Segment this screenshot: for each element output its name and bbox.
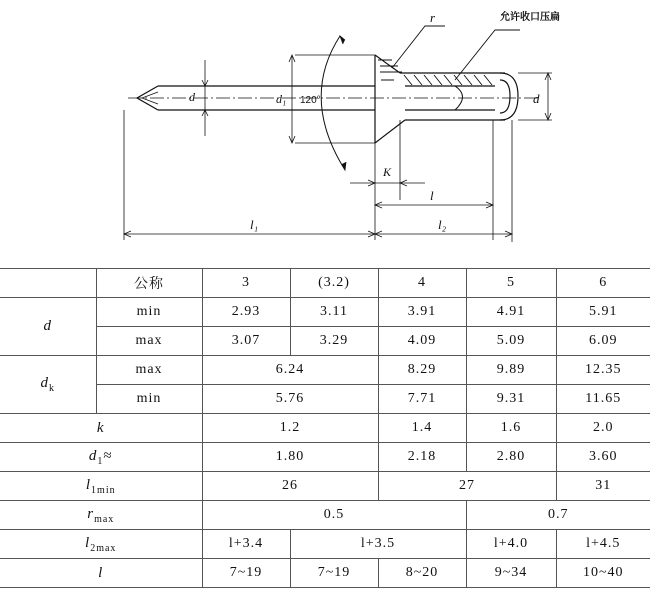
label-l: l xyxy=(430,188,434,203)
table-row: $r_{max}$ 0.5 0.7 xyxy=(0,501,650,530)
label-d-small: d xyxy=(189,90,195,104)
label-l1: l₁ xyxy=(250,217,259,232)
table-row: min 5.76 7.71 9.31 11.65 xyxy=(0,385,650,414)
label-l2: l₂ xyxy=(438,217,447,232)
size-cell: 3 xyxy=(202,269,290,298)
symbol-l1min: $l_{1min}$ xyxy=(0,472,202,501)
symbol-l2max: $l_{2max}$ xyxy=(0,530,202,559)
symbol-dk: $d_k$ xyxy=(0,356,96,414)
table-row: $d_k$ max 6.24 8.29 9.89 12.35 xyxy=(0,356,650,385)
label-note: 允许收口压扁 xyxy=(500,12,560,23)
table-row: l 7~19 7~19 8~20 9~34 10~40 xyxy=(0,559,650,588)
table-row: d min 2.93 3.11 3.91 4.91 5.91 xyxy=(0,298,650,327)
label-k: K xyxy=(383,165,392,179)
label-angle: 120° xyxy=(300,95,321,106)
rivet-head xyxy=(375,55,405,143)
symbol-l: l xyxy=(0,559,202,588)
label-r: r xyxy=(430,10,436,25)
table-row xyxy=(0,269,650,298)
table-row: k 1.2 1.4 1.6 2.0 xyxy=(0,414,650,443)
spec-table xyxy=(0,268,650,588)
table-row: $l_{2max}$ l+3.4 l+3.5 l+4.0 l+4.5 xyxy=(0,530,650,559)
table-row: $l_{1min}$ 26 27 31 xyxy=(0,472,650,501)
table-row: max 3.07 3.29 4.09 5.09 6.09 xyxy=(0,327,650,356)
symbol-k: k xyxy=(0,414,202,443)
symbol-d1: $d_1\approx$ xyxy=(0,443,202,472)
table-row: $d_1\approx$ 1.80 2.18 2.80 3.60 xyxy=(0,443,650,472)
label-d1: d₁ xyxy=(276,92,287,106)
symbol-d: d xyxy=(0,298,96,356)
size-cell: 5 xyxy=(466,269,556,298)
symbol-rmax: $r_{max}$ xyxy=(0,501,202,530)
size-cell: (3.2) xyxy=(290,269,378,298)
nominal-label: 公称 xyxy=(96,269,202,298)
label-d-right: d xyxy=(533,91,540,106)
size-cell: 6 xyxy=(556,269,650,298)
size-cell: 4 xyxy=(378,269,466,298)
rivet-drawing xyxy=(0,0,650,268)
